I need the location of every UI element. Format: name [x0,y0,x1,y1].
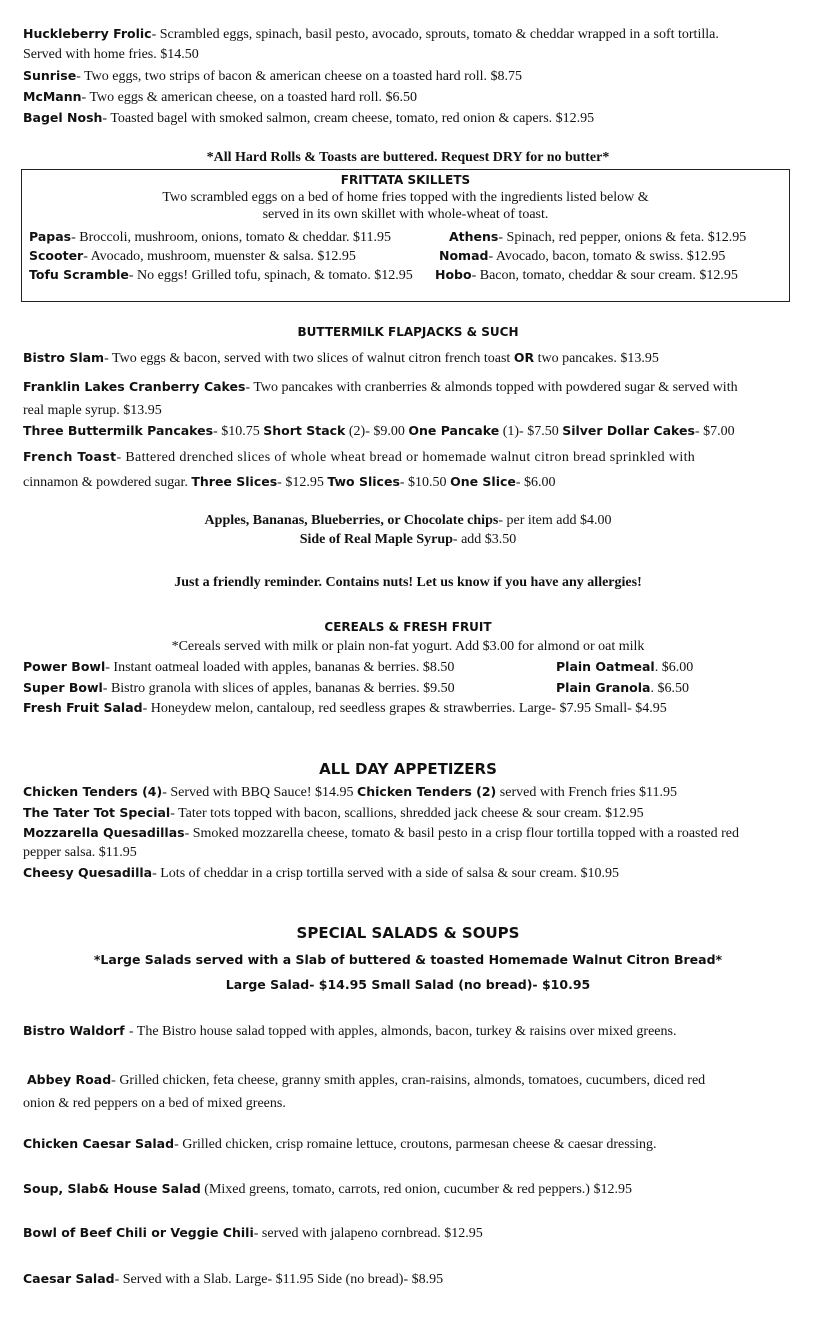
item-name: Chicken Tenders (4) [23,784,163,799]
item-name: Scooter [29,248,84,263]
item-name: Plain Granola [556,680,651,695]
item-desc: - $10.50 [399,475,451,490]
item-desc: - Served with a Slab. Large- $11.95 Side (no bread)- $8.95 [114,1272,444,1287]
section-title-cereals: CEREALS & FRESH FRUIT [324,620,492,634]
item-name: McMann [23,89,82,104]
addon-desc: - add $3.50 [452,532,517,547]
item-name: Athens [449,229,499,244]
frittata-intro-1: Two scrambled eggs on a bed of home fries topped with the ingredients listed below & [162,190,649,205]
menu-item-french-toast-cont [23,473,556,491]
item-desc: - $7.00 [694,424,735,439]
item-desc: - Grilled chicken, feta cheese, granny smith apples, cran-raisins, almonds, tomatoes, cucumbers, diced red [111,1073,706,1088]
frittata-item-athens [449,228,746,246]
menu-item-caesar-salad [23,1270,443,1288]
item-desc: - No eggs! Grilled tofu, spinach, & tomato. $12.95 [128,268,413,283]
menu-item-desc-cont: pepper salsa. $11.95 [23,845,137,860]
addon-name: Apples, Bananas, Blueberries, or Chocolate chips [204,513,499,528]
item-name: Three Slices [191,474,278,489]
item-name: Tofu Scramble [29,267,129,282]
item-name: Bistro Slam [23,350,105,365]
section-title-salads: SPECIAL SALADS & SOUPS [296,924,520,942]
frittata-item-papas [29,228,391,246]
item-name: Papas [29,229,72,244]
item-desc: - $10.75 [213,424,264,439]
item-desc: - Two eggs & bacon, served with two slices of walnut citron french toast [104,351,514,366]
menu-item-mcmann [23,88,417,106]
menu-item-sunrise [23,67,522,85]
frittata-item-scooter [29,247,356,265]
item-name: Super Bowl [23,680,103,695]
item-name: Three Buttermilk Pancakes [23,423,214,438]
item-desc-2: two pancakes. $13.95 [534,351,659,366]
salads-prices: Large Salad- $14.95 Small Salad (no bread)- $10.95 [225,977,591,992]
item-name: Sunrise [23,68,77,83]
item-name: Bagel Nosh [23,110,103,125]
menu-item-super-bowl [23,679,455,697]
item-desc: - Lots of cheddar in a crisp tortilla served with a side of salsa & sour cream. $10.95 [152,866,620,881]
item-desc: - Smoked mozzarella cheese, tomato & basil pesto in a crisp flour tortilla topped with a roasted red [184,826,739,841]
item-desc: - The Bistro house salad topped with apples, almonds, bacon, turkey & raisins over mixed greens. [128,1024,677,1039]
menu-item-chicken-caesar-salad [23,1135,656,1153]
item-desc: (1)- $7.50 [499,424,563,439]
item-desc: - Toasted bagel with smoked salmon, cream cheese, tomato, red onion & capers. $12.95 [102,111,595,126]
item-name: Chicken Caesar Salad [23,1136,175,1151]
item-name: Short Stack [263,423,346,438]
frittata-item-tofu-scramble [29,266,413,284]
menu-item-fresh-fruit-salad [23,699,667,717]
addon-syrup [0,532,816,548]
item-name: Bowl of Beef Chili or Veggie Chili [23,1225,254,1240]
section-title-flapjacks: BUTTERMILK FLAPJACKS & SUCH [297,325,519,339]
menu-item-huckleberry-frolic [23,25,719,43]
item-desc: - served with jalapeno cornbread. $12.95 [253,1226,483,1241]
item-desc-cont: cinnamon & powdered sugar. [23,475,192,490]
item-desc: - Bacon, tomato, cheddar & sour cream. $12.95 [471,268,738,283]
frittata-item-nomad [439,247,725,265]
item-name: French Toast [23,449,117,464]
item-name: Huckleberry Frolic [23,26,152,41]
item-name: One Pancake [408,423,500,438]
addon-name: Side of Real Maple Syrup [299,532,453,547]
or-emphasis: OR [513,350,535,365]
item-name: Mozzarella Quesadillas [23,825,185,840]
allergy-reminder: Just a friendly reminder. Contains nuts! Let us know if you have any allergies! [174,575,642,590]
item-name: Nomad [439,248,489,263]
item-name: Silver Dollar Cakes [562,423,695,438]
item-desc: - Avocado, mushroom, muenster & salsa. $12.95 [83,249,356,264]
item-desc: - Broccoli, mushroom, onions, tomato & cheddar. $11.95 [71,230,391,245]
item-desc: - Battered drenched slices of whole wheat bread or homemade walnut citron bread sprinkled with [116,450,696,465]
item-name: Hobo [435,267,472,282]
item-desc: - Grilled chicken, crisp romaine lettuce, croutons, parmesan cheese & caesar dressing. [174,1137,657,1152]
item-name: Power Bowl [23,659,106,674]
menu-item-pancakes [23,422,735,440]
item-name: Cheesy Quesadilla [23,865,153,880]
item-desc: - $12.95 [277,475,328,490]
item-desc: . $6.50 [650,681,689,696]
item-desc: served with French fries $11.95 [496,785,677,800]
salads-note: *Large Salads served with a Slab of buttered & toasted Homemade Walnut Citron Bread* [93,952,723,967]
frittata-intro-2: served in its own skillet with whole-wheat of toast. [262,207,549,222]
item-desc: - Served with BBQ Sauce! $14.95 [162,785,358,800]
item-desc: - Two pancakes with cranberries & almonds topped with powdered sugar & served with [245,380,738,395]
menu-item-chili [23,1224,483,1242]
butter-note: *All Hard Rolls & Toasts are buttered. Request DRY for no butter* [206,150,610,165]
item-desc: - Bistro granola with slices of apples, bananas & berries. $9.50 [102,681,455,696]
menu-item-chicken-tenders [23,783,677,801]
menu-item-mozzarella-quesadillas [23,824,739,842]
menu-item-cheesy-quesadilla [23,864,619,882]
item-name: Chicken Tenders (2) [357,784,497,799]
menu-item-desc-cont: onion & red peppers on a bed of mixed greens. [23,1096,286,1111]
item-desc: - Spinach, red pepper, onions & feta. $12.95 [498,230,747,245]
menu-item-plain-oatmeal [556,658,693,676]
item-name: Franklin Lakes Cranberry Cakes [23,379,246,394]
menu-item-soup-slab-house-salad [23,1180,632,1198]
item-name: Fresh Fruit Salad [23,700,143,715]
item-name: Plain Oatmeal [556,659,655,674]
item-name: One Slice [450,474,516,489]
menu-item-french-toast [23,448,695,466]
section-title-frittata: FRITTATA SKILLETS [340,173,471,187]
addon-desc: - per item add $4.00 [498,513,612,528]
menu-item-franklin-lakes [23,378,738,396]
item-desc: - Two eggs, two strips of bacon & american cheese on a toasted hard roll. $8.75 [76,69,523,84]
cereals-note: *Cereals served with milk or plain non-fat yogurt. Add $3.00 for almond or oat milk [171,639,645,654]
item-desc: - Tater tots topped with bacon, scallions, shredded jack cheese & sour cream. $12.95 [170,806,644,821]
menu-item-tater-tot-special [23,804,644,822]
addon-toppings [0,513,816,529]
menu-item-abbey-road [27,1071,705,1089]
item-name: Bistro Waldorf [23,1023,129,1038]
frittata-item-hobo [435,266,738,284]
item-name: Soup, Slab& House Salad [23,1181,201,1196]
item-desc: - $6.00 [515,475,556,490]
menu-item-bistro-waldorf [23,1022,676,1040]
item-desc: - Honeydew melon, cantaloup, red seedless grapes & strawberries. Large- $7.95 Small- $4.95 [142,701,667,716]
menu-item-plain-granola [556,679,689,697]
menu-item-bagel-nosh [23,109,594,127]
item-desc: - Two eggs & american cheese, on a toasted hard roll. $6.50 [81,90,417,105]
menu-item-power-bowl [23,658,454,676]
item-desc: - Avocado, bacon, tomato & swiss. $12.95 [488,249,726,264]
menu-item-desc-cont: Served with home fries. $14.50 [23,47,199,62]
menu-item-desc-cont: real maple syrup. $13.95 [23,403,162,418]
section-title-appetizers: ALL DAY APPETIZERS [319,760,497,778]
item-name: Abbey Road [27,1072,112,1087]
item-name: The Tater Tot Special [23,805,171,820]
item-desc: . $6.00 [654,660,694,675]
item-desc: (2)- $9.00 [345,424,409,439]
item-desc: - Scrambled eggs, spinach, basil pesto, avocado, sprouts, tomato & cheddar wrapped in a soft tortilla. [151,27,719,42]
menu-item-bistro-slam [23,349,659,367]
item-name: Caesar Salad [23,1271,115,1286]
item-desc: (Mixed greens, tomato, carrots, red onion, cucumber & red peppers.) $12.95 [200,1182,632,1197]
item-desc: - Instant oatmeal loaded with apples, bananas & berries. $8.50 [105,660,455,675]
item-name: Two Slices [327,474,400,489]
